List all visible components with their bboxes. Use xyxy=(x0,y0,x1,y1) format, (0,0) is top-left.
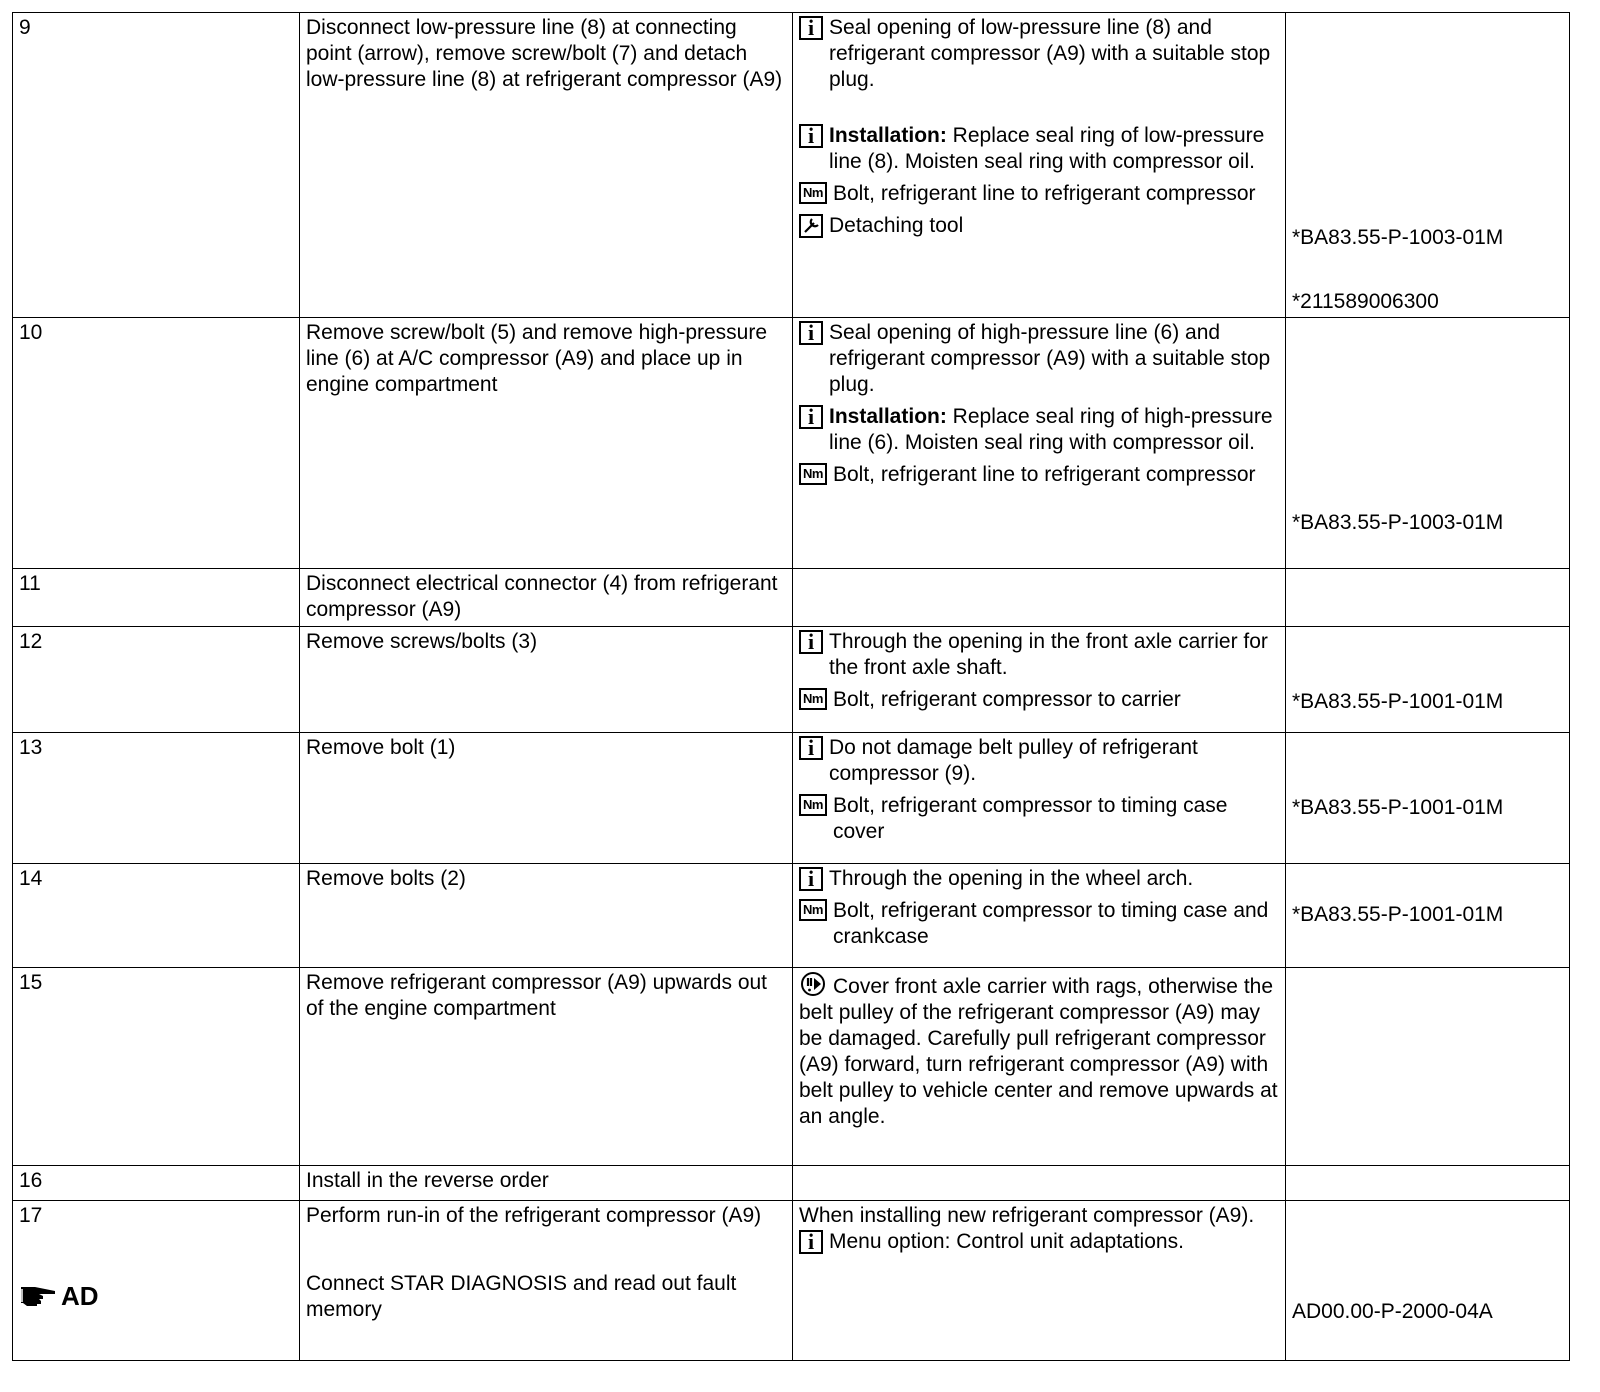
table-row xyxy=(13,968,1570,1166)
reference-cell xyxy=(1286,1201,1570,1361)
info-icon: i xyxy=(799,1230,823,1254)
step-number: 15 xyxy=(13,968,300,1166)
note: Detaching tool xyxy=(799,213,1279,239)
notes-cell xyxy=(793,13,1286,318)
reference-cell xyxy=(1286,968,1570,1166)
note: i Seal opening of low-pressure line (8) and refrigerant compressor (A9) with a suitable stop plug. xyxy=(799,15,1279,103)
notes-cell xyxy=(793,318,1286,569)
info-icon: i xyxy=(799,321,823,345)
table-row xyxy=(13,13,1570,318)
reference: *BA83.55-P-1001-01M xyxy=(1292,690,1504,713)
torque-icon: Nm xyxy=(799,794,827,816)
action-text: Remove bolts (2) xyxy=(300,864,793,968)
note: i Seal opening of high-pressure line (6) and refrigerant compressor (A9) with a suitable stop plug. xyxy=(799,320,1279,398)
reference: AD00.00-P-2000-04A xyxy=(1292,1300,1493,1323)
torque-icon: Nm xyxy=(799,463,827,485)
note: Nm Bolt, refrigerant line to refrigerant compressor xyxy=(799,462,1279,488)
reference-cell xyxy=(1286,569,1570,627)
note: i Installation: Replace seal ring of high-pressure line (6). Moisten seal ring with compressor oil. xyxy=(799,404,1279,456)
table-row xyxy=(13,627,1570,733)
reference-cell xyxy=(1286,13,1570,318)
pointing-hand-icon xyxy=(19,1283,59,1309)
info-icon: i xyxy=(799,630,823,654)
reference-cell xyxy=(1286,733,1570,864)
table-row xyxy=(13,569,1570,627)
info-icon: i xyxy=(799,867,823,891)
note: Nm Bolt, refrigerant compressor to carrier xyxy=(799,687,1279,713)
step-number: 13 xyxy=(13,733,300,864)
step-number: 11 xyxy=(13,569,300,627)
action-text: Disconnect electrical connector (4) from refrigerant compressor (A9) xyxy=(300,569,793,627)
reference-cell xyxy=(1286,318,1570,569)
notes-cell xyxy=(793,627,1286,733)
info-icon: i xyxy=(799,405,823,429)
reference: *BA83.55-P-1001-01M xyxy=(1292,903,1504,926)
note: Nm Bolt, refrigerant line to refrigerant compressor xyxy=(799,181,1279,207)
info-icon: i xyxy=(799,736,823,760)
diagnosis-marker: AD xyxy=(19,1283,293,1309)
torque-icon: Nm xyxy=(799,688,827,710)
reference-cell xyxy=(1286,1166,1570,1201)
reference-cell xyxy=(1286,864,1570,968)
reference: *BA83.55-P-1003-01M xyxy=(1292,226,1504,249)
reference-cell xyxy=(1286,627,1570,733)
note: i Installation: Replace seal ring of low-pressure line (8). Moisten seal ring with compressor oil. xyxy=(799,123,1279,175)
note: i Do not damage belt pulley of refrigerant compressor (9). xyxy=(799,735,1279,787)
step-number: 14 xyxy=(13,864,300,968)
notes-cell xyxy=(793,1166,1286,1201)
note: i Through the opening in the front axle carrier for the front axle shaft. xyxy=(799,629,1279,681)
note: Cover front axle carrier with rags, otherwise the belt pulley of the refrigerant compressor (A9) may be damaged. Carefully pull refrigerant compressor (A9) forward, turn refrigerant compressor (A9) with belt pulley to vehicle center and remove upwards at an angle. xyxy=(799,970,1279,1130)
info-icon: i xyxy=(799,16,823,40)
info-icon: i xyxy=(799,124,823,148)
notes-cell xyxy=(793,968,1286,1166)
tool-icon xyxy=(799,214,823,238)
table-row xyxy=(13,1201,1570,1361)
table-row xyxy=(13,1166,1570,1201)
notes-cell xyxy=(793,569,1286,627)
reference: *BA83.55-P-1001-01M xyxy=(1292,796,1504,819)
action-text: Remove bolt (1) xyxy=(300,733,793,864)
notes-cell xyxy=(793,864,1286,968)
table-row xyxy=(13,318,1570,569)
action-text: Disconnect low-pressure line (8) at connecting point (arrow), remove screw/bolt (7) and detach low-pressure line (8) at refrigerant compressor (A9) xyxy=(300,13,793,318)
step-number: 16 xyxy=(13,1166,300,1201)
action-text: Install in the reverse order xyxy=(300,1166,793,1201)
action-text: Perform run-in of the refrigerant compressor (A9) Connect STAR DIAGNOSIS and read out fault memory xyxy=(300,1201,793,1361)
notes-cell xyxy=(793,733,1286,864)
action-text: Remove screws/bolts (3) xyxy=(300,627,793,733)
procedure-table xyxy=(12,12,1570,1361)
torque-icon: Nm xyxy=(799,182,827,204)
note: Nm Bolt, refrigerant compressor to timing case cover xyxy=(799,793,1279,845)
step-number: 12 xyxy=(13,627,300,733)
notes-cell xyxy=(793,1201,1286,1361)
reference: *BA83.55-P-1003-01M xyxy=(1292,511,1504,534)
warning-icon xyxy=(799,971,827,997)
table-row xyxy=(13,733,1570,864)
note: i Menu option: Control unit adaptations. xyxy=(799,1229,1279,1255)
torque-icon: Nm xyxy=(799,899,827,921)
reference: *211589006300 xyxy=(1292,290,1439,313)
action-text: Remove refrigerant compressor (A9) upwards out of the engine compartment xyxy=(300,968,793,1166)
action-text: Remove screw/bolt (5) and remove high-pressure line (6) at A/C compressor (A9) and place up in engine compartment xyxy=(300,318,793,569)
note: Nm Bolt, refrigerant compressor to timing case and crankcase xyxy=(799,898,1279,950)
step-number: 10 xyxy=(13,318,300,569)
step-number: 17 AD xyxy=(13,1201,300,1361)
step-number: 9 xyxy=(13,13,300,318)
note: When installing new refrigerant compressor (A9). xyxy=(799,1204,1255,1227)
note: i Through the opening in the wheel arch. xyxy=(799,866,1279,892)
table-row xyxy=(13,864,1570,968)
